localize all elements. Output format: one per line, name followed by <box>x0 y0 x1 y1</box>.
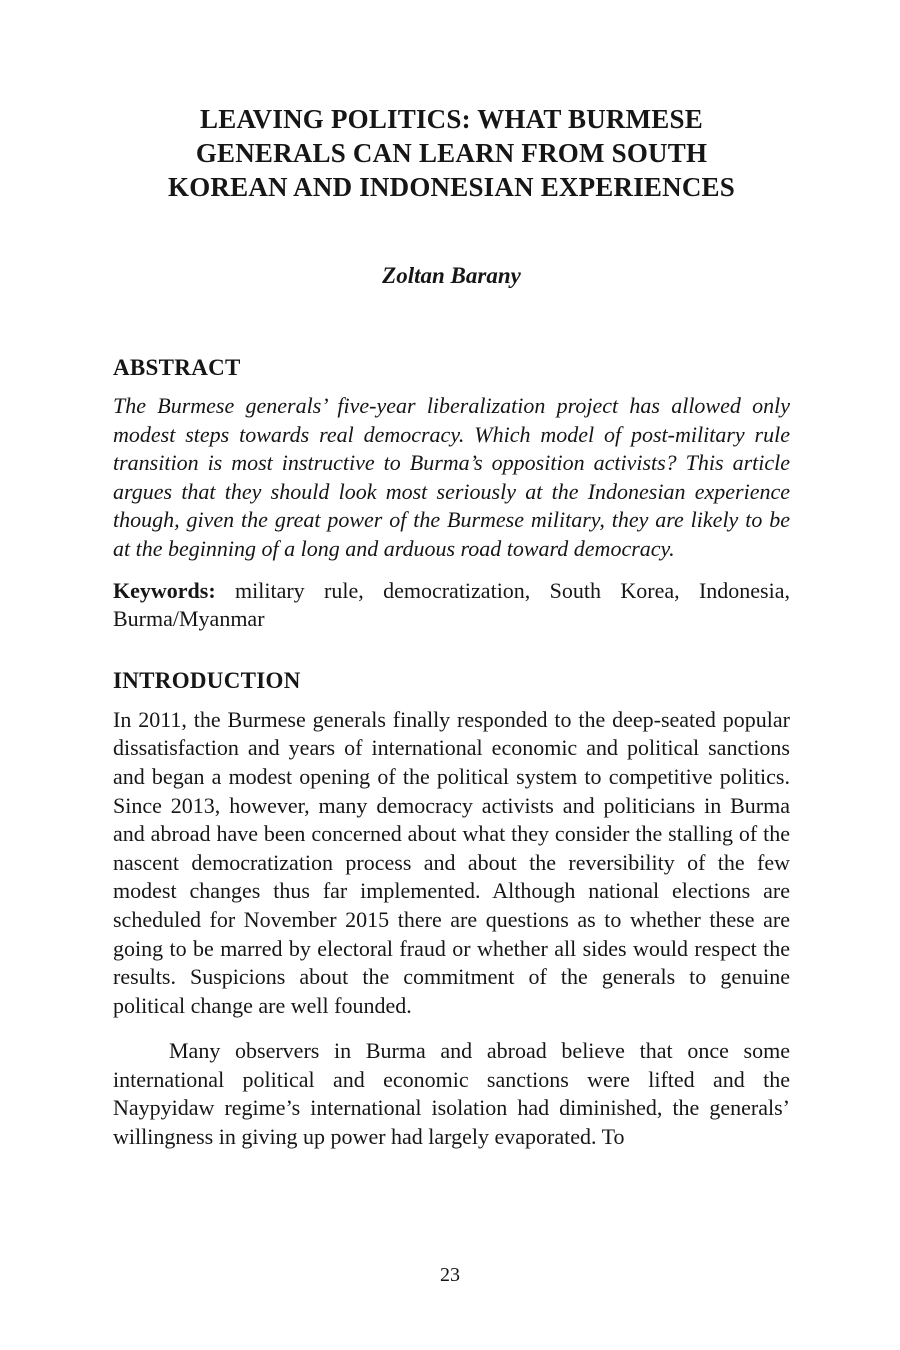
author-name: Zoltan Barany <box>382 263 521 288</box>
article-title-line-2: GENERALS CAN LEARN FROM SOUTH <box>195 138 708 168</box>
introduction-heading: INTRODUCTION <box>113 667 301 693</box>
keywords-text: military rule, democratization, South Korea, Indonesia, Burma/Myanmar <box>113 577 790 632</box>
abstract-heading: ABSTRACT <box>113 355 241 380</box>
introduction-paragraph-1: In 2011, the Burmese generals finally responded to the deep-seated popular dissatisfaction and years of international economic and political sanctions and began a modest opening of the political system to competitive politics. Since 2013, however, many democracy activists and politicians in Burma and abroad have been concerned about what they consider the stalling of the nascent democratization process and about the reversibility of the few modest changes thus far implemented. Although national elections are scheduled for November 2015 there are questions as to whether these are going to be marred by electoral fraud or whether all sides would respect the results. Suspicions about the commitment of the generals to genuine political change are well founded. <box>113 706 790 1018</box>
keywords-label: Keywords: <box>113 577 216 603</box>
article-title-line-1: LEAVING POLITICS: WHAT BURMESE <box>200 104 703 134</box>
page-number: 23 <box>440 1264 460 1286</box>
text-column <box>113 0 790 1152</box>
keywords-line <box>113 577 790 634</box>
abstract-text: The Burmese generals’ five-year liberalization project has allowed only modest steps towards real democracy. Which model of post-military rule transition is most instructive to Burma’s opposition activists? This article argues that they should look most seriously at the Indonesian experience though, given the great power of the Burmese military, they are likely to be at the beginning of a long and arduous road toward democracy. <box>113 393 790 561</box>
introduction-paragraph-2: Many observers in Burma and abroad believe that once some international political and economic sanctions were lifted and the Naypyidaw regime’s international isolation had diminished, the generals’ willingness in giving up power had largely evaporated. To <box>113 1038 790 1150</box>
article-title-line-3: KOREAN AND INDONESIAN EXPERIENCES <box>168 172 735 202</box>
article-title <box>113 0 790 204</box>
